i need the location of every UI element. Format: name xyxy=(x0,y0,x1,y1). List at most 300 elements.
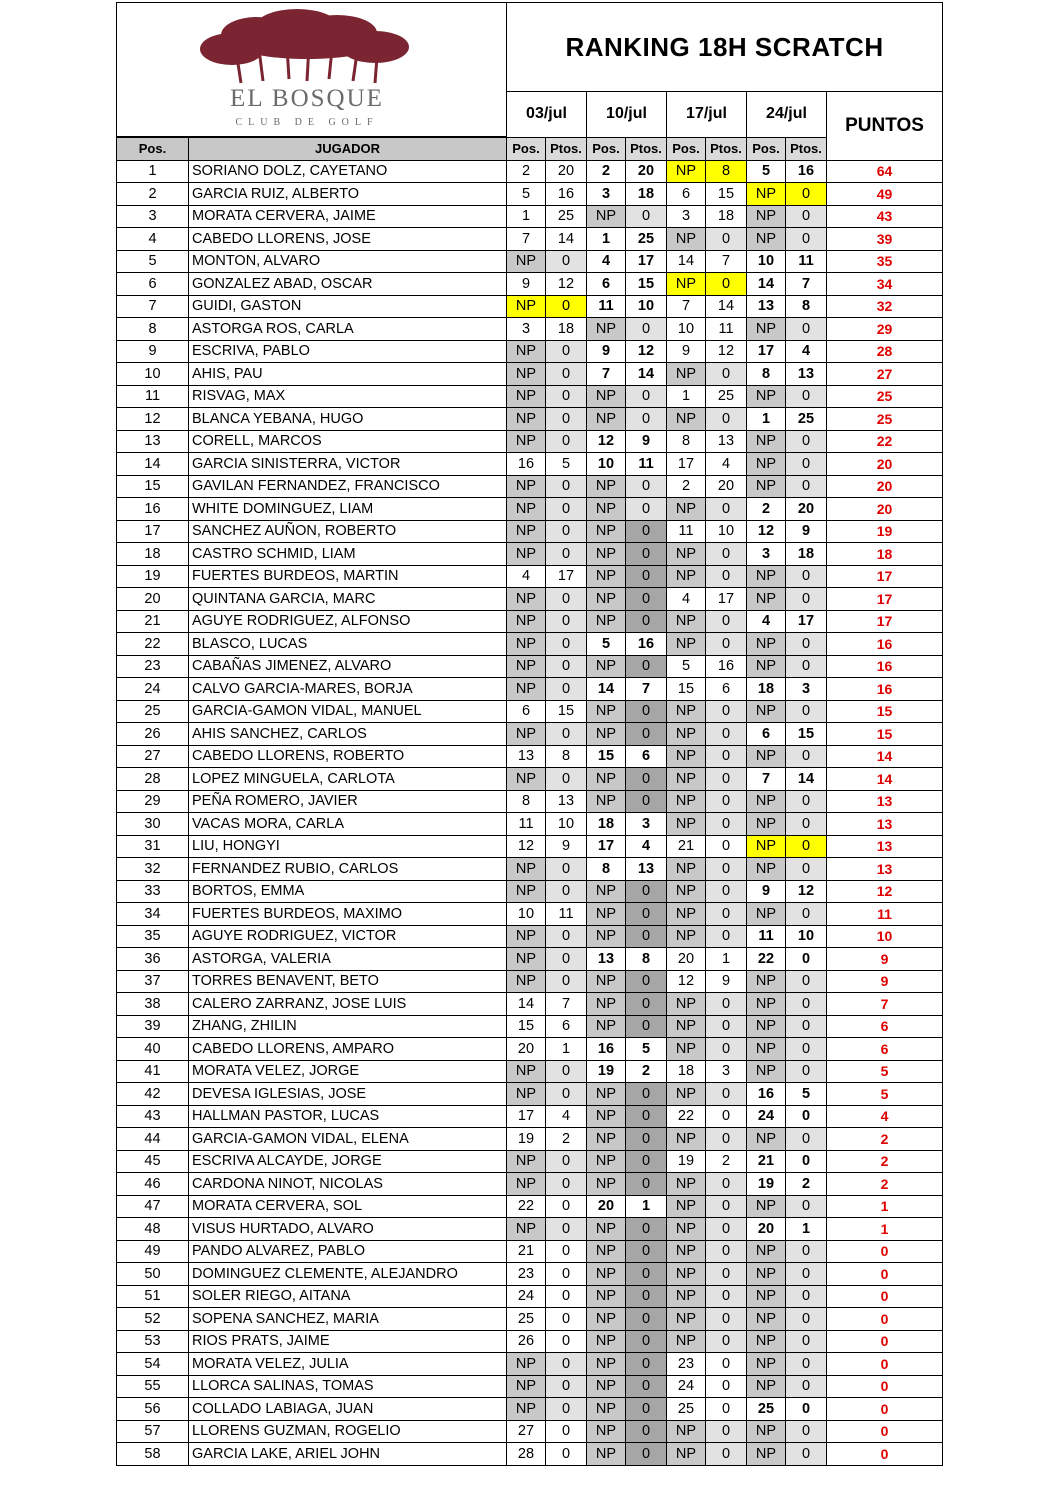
player-position: 42 xyxy=(117,1083,189,1106)
round-points: 0 xyxy=(546,1195,587,1218)
round-points: 0 xyxy=(786,655,827,678)
table-row xyxy=(117,745,943,768)
round-position: 24 xyxy=(667,1375,706,1398)
round-points: 6 xyxy=(706,678,747,701)
round-position: 1 xyxy=(667,385,706,408)
round-position: NP xyxy=(667,363,706,386)
round-position: NP xyxy=(747,745,786,768)
round-points: 16 xyxy=(786,160,827,183)
round-points: 0 xyxy=(706,633,747,656)
round-points: 0 xyxy=(626,610,667,633)
round-points: 0 xyxy=(626,790,667,813)
round-position: NP xyxy=(587,1375,626,1398)
total-points: 4 xyxy=(827,1105,943,1128)
player-name: GARCIA-GAMON VIDAL, MANUEL xyxy=(189,700,507,723)
player-position: 24 xyxy=(117,678,189,701)
round-position: NP xyxy=(587,1083,626,1106)
round-points: 0 xyxy=(546,1308,587,1331)
round-pos-header: Pos. xyxy=(507,137,546,160)
round-points: 0 xyxy=(706,1263,747,1286)
total-points: 27 xyxy=(827,363,943,386)
round-points: 0 xyxy=(626,385,667,408)
round-position: NP xyxy=(587,520,626,543)
table-row xyxy=(117,1285,943,1308)
player-position: 57 xyxy=(117,1420,189,1443)
table-row xyxy=(117,925,943,948)
table-row xyxy=(117,430,943,453)
player-name: GARCIA SINISTERRA, VICTOR xyxy=(189,453,507,476)
player-position: 2 xyxy=(117,183,189,206)
round-points: 0 xyxy=(546,385,587,408)
round-position: NP xyxy=(667,273,706,296)
round-position: 27 xyxy=(507,1420,546,1443)
player-position: 15 xyxy=(117,475,189,498)
player-position: 19 xyxy=(117,565,189,588)
player-position: 17 xyxy=(117,520,189,543)
round-points: 0 xyxy=(786,835,827,858)
round-position: 15 xyxy=(587,745,626,768)
round-position: NP xyxy=(667,1173,706,1196)
round-points: 0 xyxy=(546,925,587,948)
player-name: RIOS PRATS, JAIME xyxy=(189,1330,507,1353)
logo-cell xyxy=(117,3,507,138)
round-position: NP xyxy=(587,1218,626,1241)
player-position: 25 xyxy=(117,700,189,723)
round-ptos-header: Ptos. xyxy=(786,137,827,160)
round-position: 12 xyxy=(747,520,786,543)
round-points: 0 xyxy=(706,903,747,926)
round-points: 0 xyxy=(786,430,827,453)
round-position: 11 xyxy=(587,295,626,318)
player-name: AHIS SANCHEZ, CARLOS xyxy=(189,723,507,746)
player-position: 3 xyxy=(117,205,189,228)
round-position: 25 xyxy=(507,1308,546,1331)
total-points: 7 xyxy=(827,993,943,1016)
round-points: 8 xyxy=(786,295,827,318)
round-points: 17 xyxy=(786,610,827,633)
total-points: 17 xyxy=(827,610,943,633)
round-position: NP xyxy=(747,1015,786,1038)
round-points: 0 xyxy=(706,1015,747,1038)
round-points: 0 xyxy=(626,880,667,903)
player-position: 53 xyxy=(117,1330,189,1353)
player-position: 58 xyxy=(117,1443,189,1466)
round-position: 25 xyxy=(747,1398,786,1421)
round-position: NP xyxy=(507,295,546,318)
player-name: TORRES BENAVENT, BETO xyxy=(189,970,507,993)
round-points: 20 xyxy=(706,475,747,498)
round-position: NP xyxy=(667,1038,706,1061)
round-points: 14 xyxy=(786,768,827,791)
round-position: 20 xyxy=(747,1218,786,1241)
player-position: 33 xyxy=(117,880,189,903)
round-position: NP xyxy=(587,318,626,341)
player-name: QUINTANA GARCIA, MARC xyxy=(189,588,507,611)
round-position: 3 xyxy=(747,543,786,566)
round-position: NP xyxy=(587,1263,626,1286)
player-position: 14 xyxy=(117,453,189,476)
total-points: 1 xyxy=(827,1218,943,1241)
round-points: 1 xyxy=(546,1038,587,1061)
player-name: FERNANDEZ RUBIO, CARLOS xyxy=(189,858,507,881)
round-points: 0 xyxy=(786,1353,827,1376)
round-position: 14 xyxy=(587,678,626,701)
player-position: 34 xyxy=(117,903,189,926)
round-position: NP xyxy=(507,1398,546,1421)
round-position: NP xyxy=(667,1128,706,1151)
round-position: NP xyxy=(507,633,546,656)
round-points: 17 xyxy=(706,588,747,611)
round-position: NP xyxy=(587,475,626,498)
round-points: 0 xyxy=(626,1128,667,1151)
player-position: 13 xyxy=(117,430,189,453)
round-position: 21 xyxy=(747,1150,786,1173)
round-position: NP xyxy=(667,1308,706,1331)
round-position: NP xyxy=(747,228,786,251)
player-name: RISVAG, MAX xyxy=(189,385,507,408)
round-points: 25 xyxy=(786,408,827,431)
player-name: MORATA VELEZ, JORGE xyxy=(189,1060,507,1083)
table-row xyxy=(117,1060,943,1083)
round-position: 7 xyxy=(587,363,626,386)
round-position: 7 xyxy=(747,768,786,791)
round-points: 0 xyxy=(706,745,747,768)
round-points: 0 xyxy=(786,1195,827,1218)
round-position: NP xyxy=(747,1060,786,1083)
total-points: 0 xyxy=(827,1353,943,1376)
round-points: 0 xyxy=(706,790,747,813)
round-points: 0 xyxy=(706,1353,747,1376)
table-row xyxy=(117,880,943,903)
player-position: 40 xyxy=(117,1038,189,1061)
player-position: 35 xyxy=(117,925,189,948)
player-position: 1 xyxy=(117,160,189,183)
round-position: NP xyxy=(507,1060,546,1083)
round-position: 19 xyxy=(507,1128,546,1151)
round-position: 5 xyxy=(507,183,546,206)
round-points: 12 xyxy=(626,340,667,363)
round-position: NP xyxy=(667,1218,706,1241)
round-points: 11 xyxy=(786,250,827,273)
round-position: NP xyxy=(667,790,706,813)
round-points: 0 xyxy=(786,993,827,1016)
round-position: NP xyxy=(587,610,626,633)
table-row xyxy=(117,768,943,791)
round-points: 0 xyxy=(626,1240,667,1263)
total-points: 25 xyxy=(827,408,943,431)
round-points: 0 xyxy=(786,790,827,813)
round-position: 13 xyxy=(587,948,626,971)
table-row xyxy=(117,1398,943,1421)
round-points: 7 xyxy=(546,993,587,1016)
total-points: 18 xyxy=(827,543,943,566)
round-position: NP xyxy=(587,903,626,926)
table-row xyxy=(117,678,943,701)
player-name: CABEDO LLORENS, ROBERTO xyxy=(189,745,507,768)
round-points: 0 xyxy=(546,340,587,363)
round-position: 9 xyxy=(587,340,626,363)
player-position: 47 xyxy=(117,1195,189,1218)
round-position: 25 xyxy=(667,1398,706,1421)
round-position: 11 xyxy=(507,813,546,836)
total-points: 2 xyxy=(827,1173,943,1196)
round-points: 9 xyxy=(786,520,827,543)
round-position: NP xyxy=(587,970,626,993)
round-position: NP xyxy=(747,1420,786,1443)
total-points: 17 xyxy=(827,565,943,588)
date-header-3: 17/jul xyxy=(667,92,747,138)
round-position: 3 xyxy=(587,183,626,206)
round-points: 13 xyxy=(626,858,667,881)
player-name: BLASCO, LUCAS xyxy=(189,633,507,656)
player-name: VACAS MORA, CARLA xyxy=(189,813,507,836)
round-points: 0 xyxy=(546,655,587,678)
round-position: 2 xyxy=(747,498,786,521)
round-points: 0 xyxy=(546,1263,587,1286)
puntos-header: PUNTOS xyxy=(827,92,943,161)
round-position: NP xyxy=(667,1443,706,1466)
round-position: NP xyxy=(667,1083,706,1106)
round-position: NP xyxy=(507,475,546,498)
round-position: NP xyxy=(747,1038,786,1061)
round-position: 15 xyxy=(507,1015,546,1038)
round-position: NP xyxy=(587,408,626,431)
round-points: 0 xyxy=(626,1398,667,1421)
round-position: NP xyxy=(587,700,626,723)
table-row xyxy=(117,1128,943,1151)
round-position: 4 xyxy=(667,588,706,611)
player-position: 8 xyxy=(117,318,189,341)
round-points: 0 xyxy=(546,408,587,431)
table-row xyxy=(117,228,943,251)
total-points: 0 xyxy=(827,1285,943,1308)
round-position: NP xyxy=(667,228,706,251)
total-points: 0 xyxy=(827,1375,943,1398)
round-position: NP xyxy=(667,408,706,431)
table-row xyxy=(117,1083,943,1106)
round-position: NP xyxy=(507,610,546,633)
round-points: 0 xyxy=(706,498,747,521)
table-row xyxy=(117,633,943,656)
round-points: 12 xyxy=(706,340,747,363)
player-position: 48 xyxy=(117,1218,189,1241)
round-position: 17 xyxy=(667,453,706,476)
player-name: WHITE DOMINGUEZ, LIAM xyxy=(189,498,507,521)
round-position: NP xyxy=(507,543,546,566)
club-logo xyxy=(197,7,412,132)
round-position: 4 xyxy=(587,250,626,273)
player-position: 16 xyxy=(117,498,189,521)
round-position: NP xyxy=(667,993,706,1016)
table-row xyxy=(117,295,943,318)
round-position: 22 xyxy=(747,948,786,971)
total-points: 5 xyxy=(827,1060,943,1083)
round-position: 14 xyxy=(747,273,786,296)
player-position: 6 xyxy=(117,273,189,296)
round-position: NP xyxy=(507,250,546,273)
player-name: LLORENS GUZMAN, ROGELIO xyxy=(189,1420,507,1443)
round-position: 24 xyxy=(507,1285,546,1308)
round-points: 0 xyxy=(786,1038,827,1061)
table-row xyxy=(117,1263,943,1286)
round-points: 0 xyxy=(786,1330,827,1353)
player-position: 26 xyxy=(117,723,189,746)
total-points: 64 xyxy=(827,160,943,183)
player-position: 21 xyxy=(117,610,189,633)
table-row xyxy=(117,565,943,588)
round-points: 0 xyxy=(546,498,587,521)
round-position: NP xyxy=(667,610,706,633)
round-points: 10 xyxy=(546,813,587,836)
round-points: 7 xyxy=(786,273,827,296)
round-points: 0 xyxy=(706,880,747,903)
round-points: 0 xyxy=(706,363,747,386)
round-position: 14 xyxy=(507,993,546,1016)
round-position: NP xyxy=(747,1240,786,1263)
round-position: 14 xyxy=(667,250,706,273)
player-name: PANDO ALVAREZ, PABLO xyxy=(189,1240,507,1263)
round-points: 0 xyxy=(546,880,587,903)
player-name: BLANCA YEBANA, HUGO xyxy=(189,408,507,431)
total-points: 5 xyxy=(827,1083,943,1106)
round-points: 0 xyxy=(786,565,827,588)
round-points: 0 xyxy=(546,520,587,543)
round-position: NP xyxy=(587,588,626,611)
round-points: 0 xyxy=(706,1038,747,1061)
round-position: NP xyxy=(667,745,706,768)
round-position: NP xyxy=(667,160,706,183)
total-points: 28 xyxy=(827,340,943,363)
round-points: 0 xyxy=(786,970,827,993)
round-position: 6 xyxy=(747,723,786,746)
total-points: 0 xyxy=(827,1308,943,1331)
round-position: NP xyxy=(587,565,626,588)
round-position: 1 xyxy=(587,228,626,251)
player-name: FUERTES BURDEOS, MARTIN xyxy=(189,565,507,588)
round-position: NP xyxy=(587,498,626,521)
round-position: 5 xyxy=(587,633,626,656)
round-position: NP xyxy=(507,1218,546,1241)
round-points: 13 xyxy=(546,790,587,813)
round-points: 0 xyxy=(786,318,827,341)
round-points: 16 xyxy=(706,655,747,678)
round-points: 0 xyxy=(626,1330,667,1353)
round-position: NP xyxy=(747,835,786,858)
table-row xyxy=(117,498,943,521)
trees-icon xyxy=(197,7,412,92)
total-points: 13 xyxy=(827,813,943,836)
round-position: NP xyxy=(747,655,786,678)
round-points: 0 xyxy=(546,1083,587,1106)
player-name: SANCHEZ AUÑON, ROBERTO xyxy=(189,520,507,543)
round-points: 0 xyxy=(546,1218,587,1241)
round-points: 0 xyxy=(706,835,747,858)
round-points: 0 xyxy=(546,1330,587,1353)
round-points: 0 xyxy=(546,1420,587,1443)
date-header-4: 24/jul xyxy=(747,92,827,138)
round-points: 0 xyxy=(786,1443,827,1466)
total-points: 43 xyxy=(827,205,943,228)
round-position: 22 xyxy=(667,1105,706,1128)
player-position: 37 xyxy=(117,970,189,993)
round-position: NP xyxy=(747,183,786,206)
round-points: 0 xyxy=(626,318,667,341)
player-name: PEÑA ROMERO, JAVIER xyxy=(189,790,507,813)
round-points: 15 xyxy=(626,273,667,296)
round-points: 0 xyxy=(786,700,827,723)
round-position: NP xyxy=(667,723,706,746)
round-position: NP xyxy=(507,430,546,453)
round-ptos-header: Ptos. xyxy=(626,137,667,160)
player-position: 43 xyxy=(117,1105,189,1128)
round-points: 0 xyxy=(626,1285,667,1308)
round-points: 10 xyxy=(786,925,827,948)
round-position: 17 xyxy=(747,340,786,363)
round-points: 0 xyxy=(786,1263,827,1286)
player-position: 22 xyxy=(117,633,189,656)
round-position: 20 xyxy=(507,1038,546,1061)
round-points: 9 xyxy=(626,430,667,453)
round-position: 6 xyxy=(667,183,706,206)
round-position: 28 xyxy=(507,1443,546,1466)
total-points: 2 xyxy=(827,1150,943,1173)
round-points: 18 xyxy=(786,543,827,566)
round-position: NP xyxy=(507,363,546,386)
round-position: NP xyxy=(507,1353,546,1376)
round-points: 4 xyxy=(786,340,827,363)
round-position: 4 xyxy=(507,565,546,588)
round-points: 13 xyxy=(786,363,827,386)
round-points: 0 xyxy=(706,858,747,881)
round-points: 0 xyxy=(546,633,587,656)
table-row xyxy=(117,160,943,183)
round-points: 13 xyxy=(706,430,747,453)
table-row xyxy=(117,813,943,836)
round-points: 7 xyxy=(706,250,747,273)
round-points: 1 xyxy=(626,1195,667,1218)
round-points: 16 xyxy=(626,633,667,656)
table-row xyxy=(117,1420,943,1443)
player-name: MORATA VELEZ, JULIA xyxy=(189,1353,507,1376)
pos-header: Pos. xyxy=(117,137,189,160)
round-points: 0 xyxy=(706,543,747,566)
total-points: 13 xyxy=(827,858,943,881)
round-position: NP xyxy=(507,723,546,746)
ranking-sheet xyxy=(116,2,942,1466)
round-points: 0 xyxy=(626,1420,667,1443)
round-points: 2 xyxy=(706,1150,747,1173)
round-position: NP xyxy=(747,588,786,611)
date-header-1: 03/jul xyxy=(507,92,587,138)
table-row xyxy=(117,723,943,746)
round-points: 25 xyxy=(546,205,587,228)
player-name: CORELL, MARCOS xyxy=(189,430,507,453)
round-points: 0 xyxy=(626,1218,667,1241)
round-points: 16 xyxy=(546,183,587,206)
total-points: 35 xyxy=(827,250,943,273)
round-points: 0 xyxy=(706,1218,747,1241)
round-position: 10 xyxy=(747,250,786,273)
round-points: 10 xyxy=(626,295,667,318)
round-position: 26 xyxy=(507,1330,546,1353)
player-name: VISUS HURTADO, ALVARO xyxy=(189,1218,507,1241)
round-points: 0 xyxy=(546,1150,587,1173)
round-position: NP xyxy=(507,1173,546,1196)
table-row xyxy=(117,993,943,1016)
round-points: 20 xyxy=(546,160,587,183)
round-points: 0 xyxy=(546,588,587,611)
total-points: 20 xyxy=(827,498,943,521)
